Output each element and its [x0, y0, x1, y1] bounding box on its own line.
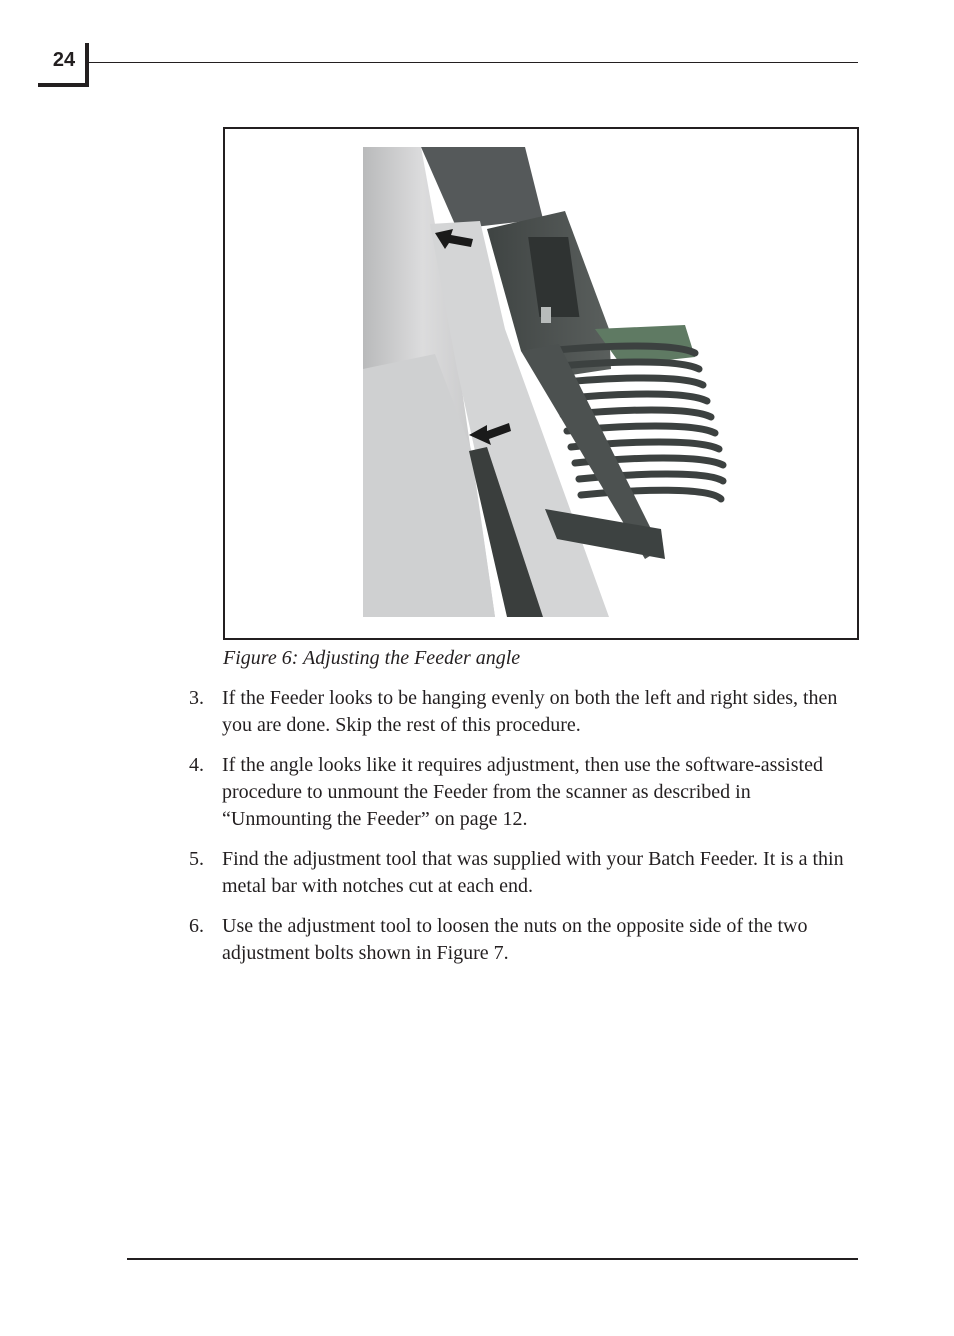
list-item	[189, 846, 859, 900]
page-number: 24	[52, 49, 76, 71]
feeder-figure-illustration	[225, 129, 857, 638]
step-text: If the angle looks like it requires adjustment, then use the software-assisted procedure to unmount the Feeder from the scanner as described in “Unmounting the Feeder” on page 12.	[222, 754, 823, 830]
step-text: If the Feeder looks to be hanging evenly on both the left and right sides, then you are done. Skip the rest of this procedure.	[222, 687, 838, 736]
step-number: 3.	[189, 687, 204, 709]
list-item	[189, 913, 859, 967]
footer-rule	[127, 1258, 858, 1260]
page-number-bracket-vertical	[85, 43, 89, 87]
step-number: 4.	[189, 754, 204, 776]
procedure-steps	[189, 685, 859, 980]
step-text: Use the adjustment tool to loosen the nuts on the opposite side of the two adjustment bolts shown in Figure 7.	[222, 915, 808, 964]
page-number-bracket-horizontal	[38, 83, 89, 87]
step-text: Find the adjustment tool that was supplied with your Batch Feeder. It is a thin metal bar with notches cut at each end.	[222, 848, 844, 897]
figure-frame	[223, 127, 859, 640]
list-item	[189, 752, 859, 833]
list-item	[189, 685, 859, 739]
feeder-bolt	[541, 307, 551, 323]
step-number: 6.	[189, 915, 204, 937]
step-number: 5.	[189, 848, 204, 870]
figure-caption: Figure 6: Adjusting the Feeder angle	[223, 647, 521, 669]
scanner-back-column	[421, 147, 543, 229]
header-rule	[89, 62, 858, 63]
